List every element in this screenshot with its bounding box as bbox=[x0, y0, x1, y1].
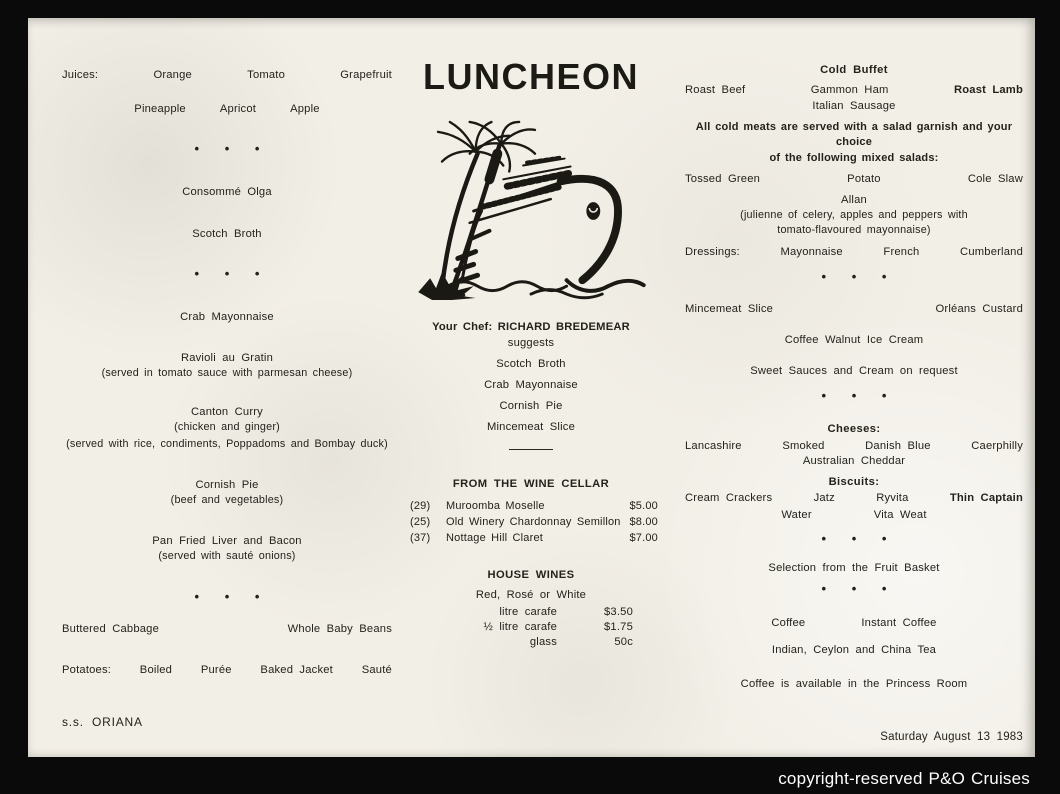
menu-item-crab-mayonnaise: Crab Mayonnaise bbox=[180, 311, 274, 323]
juice-item: Grapefruit bbox=[340, 69, 392, 81]
dressing-item: Cumberland bbox=[960, 246, 1023, 258]
sauces-note: Sweet Sauces and Cream on request bbox=[750, 365, 958, 377]
menu-item-canton-curry: Canton Curry bbox=[191, 406, 263, 418]
wine-row bbox=[410, 531, 658, 546]
juices-row-1 bbox=[62, 68, 392, 83]
wine-number: (25) bbox=[410, 516, 431, 528]
house-wine-label: litre carafe bbox=[499, 606, 557, 618]
dressing-item: Mayonnaise bbox=[780, 246, 843, 258]
meat-item: Roast Lamb bbox=[953, 84, 1023, 96]
cheese-item-cheddar: Australian Cheddar bbox=[802, 455, 906, 467]
coffee-item: Coffee bbox=[771, 617, 806, 629]
wine-price: $5.00 bbox=[629, 500, 658, 512]
wine-name: Nottage Hill Claret bbox=[446, 532, 544, 544]
wine-row bbox=[410, 499, 658, 514]
menu-item-ravioli: Ravioli au Gratin bbox=[180, 352, 274, 364]
separator-dots: • • • bbox=[821, 581, 887, 596]
copyright-notice: copyright-reserved P&O Cruises bbox=[778, 769, 1030, 788]
juices-row-2 bbox=[62, 102, 392, 117]
ship-illustration bbox=[411, 120, 651, 300]
wine-number: (37) bbox=[410, 532, 431, 544]
allan-note-2: tomato-flavoured mayonnaise) bbox=[777, 224, 931, 236]
cold-meats-row bbox=[685, 83, 1023, 98]
menu-item-cornish-pie: Cornish Pie bbox=[195, 479, 259, 491]
menu-item-curry-note2: (served with rice, condiments, Poppadoms and Bombay duck) bbox=[66, 438, 388, 450]
house-wine-row bbox=[400, 635, 662, 650]
juice-item: Pineapple bbox=[134, 103, 186, 115]
separator-dots: • • • bbox=[194, 589, 260, 604]
biscuit-item: Cream Crackers bbox=[685, 492, 773, 504]
biscuit-item: Ryvita bbox=[876, 492, 909, 504]
potato-item: Boiled bbox=[139, 664, 173, 676]
cheese-item: Caerphilly bbox=[971, 440, 1023, 452]
menu-item-curry-note1: (chicken and ginger) bbox=[174, 421, 280, 433]
house-wine-row bbox=[400, 620, 662, 635]
juices-label: Juices: bbox=[62, 69, 99, 81]
separator-dots: • • • bbox=[194, 141, 260, 156]
cold-buffet-heading: Cold Buffet bbox=[820, 64, 888, 76]
dressings-label: Dressings: bbox=[685, 246, 740, 258]
dessert-item: Mincemeat Slice bbox=[685, 303, 774, 315]
juice-item: Apricot bbox=[219, 103, 257, 115]
biscuits-row bbox=[685, 491, 1023, 506]
wine-price: $7.00 bbox=[629, 532, 658, 544]
house-wine-label: glass bbox=[529, 636, 557, 648]
potato-item: Purée bbox=[200, 664, 232, 676]
suggestion-item: Cornish Pie bbox=[499, 400, 563, 412]
potatoes-label: Potatoes: bbox=[62, 664, 112, 676]
juice-item: Apple bbox=[290, 103, 320, 115]
house-wine-price: $3.50 bbox=[604, 606, 633, 618]
meat-item: Roast Beef bbox=[685, 84, 746, 96]
potato-item: Sauté bbox=[361, 664, 392, 676]
biscuit-item: Vita Weat bbox=[873, 509, 927, 521]
biscuits-label: Biscuits: bbox=[828, 476, 880, 488]
right-panel bbox=[663, 18, 1035, 745]
menu-item-cornish-note: (beef and vegetables) bbox=[170, 494, 284, 506]
menu-item-consomme: Consommé Olga bbox=[182, 186, 272, 198]
menu-item-beans: Whole Baby Beans bbox=[287, 623, 392, 635]
divider bbox=[509, 449, 553, 450]
biscuit-item: Water bbox=[781, 509, 812, 521]
dressing-item: French bbox=[883, 246, 920, 258]
salad-note-2: of the following mixed salads: bbox=[769, 152, 939, 164]
menu-page bbox=[28, 18, 1035, 757]
separator-dots: • • • bbox=[194, 266, 260, 281]
allan-note-1: (julienne of celery, apples and peppers with bbox=[740, 209, 968, 221]
wine-name: Muroomba Moselle bbox=[446, 500, 545, 512]
salad-item: Tossed Green bbox=[685, 173, 761, 185]
center-panel bbox=[400, 18, 662, 650]
house-wine-label: ½ litre carafe bbox=[483, 621, 557, 633]
salad-item-allan: Allan bbox=[841, 194, 867, 206]
coffee-location-note: Coffee is available in the Princess Room bbox=[740, 678, 968, 690]
chef-suggests: suggests bbox=[507, 337, 555, 349]
meat-item: Gammon Ham bbox=[810, 84, 889, 96]
wine-price: $8.00 bbox=[629, 516, 658, 528]
salad-item: Potato bbox=[847, 173, 881, 185]
page-title: LUNCHEON bbox=[423, 56, 639, 97]
suggestion-item: Mincemeat Slice bbox=[486, 421, 576, 433]
wine-cellar-heading: FROM THE WINE CELLAR bbox=[452, 478, 610, 490]
potato-item: Baked Jacket bbox=[260, 664, 333, 676]
separator-dots: • • • bbox=[821, 531, 887, 546]
house-wine-row bbox=[400, 605, 662, 620]
menu-item-liver-note: (served with sauté onions) bbox=[158, 550, 296, 562]
wine-name: Old Winery Chardonnay Semillon bbox=[446, 516, 621, 528]
cheeses-label: Cheeses: bbox=[827, 423, 881, 435]
fruit-basket-note: Selection from the Fruit Basket bbox=[768, 562, 940, 574]
potatoes-row bbox=[62, 663, 392, 678]
wine-row bbox=[410, 515, 658, 530]
vegetables-row bbox=[62, 622, 392, 637]
menu-date: Saturday August 13 1983 bbox=[880, 731, 1023, 743]
suggestion-item: Scotch Broth bbox=[496, 358, 566, 370]
separator-dots: • • • bbox=[821, 388, 887, 403]
suggestion-item: Crab Mayonnaise bbox=[484, 379, 578, 391]
tea-note: Indian, Ceylon and China Tea bbox=[771, 644, 937, 656]
left-panel bbox=[46, 18, 402, 730]
house-wines-heading: HOUSE WINES bbox=[487, 569, 575, 581]
coffee-row bbox=[685, 616, 1023, 631]
biscuit-item: Jatz bbox=[813, 492, 835, 504]
cheese-item: Lancashire bbox=[685, 440, 742, 452]
coffee-item: Instant Coffee bbox=[861, 617, 937, 629]
wine-number: (29) bbox=[410, 500, 431, 512]
biscuits-row-2 bbox=[685, 508, 1023, 523]
house-wine-price: 50c bbox=[614, 636, 633, 648]
cheese-item: Smoked bbox=[782, 440, 825, 452]
salad-note-1: All cold meats are served with a salad garnish and your choice bbox=[695, 121, 1013, 148]
house-wines-subheading: Red, Rosé or White bbox=[475, 589, 587, 601]
dessert-item: Orléans Custard bbox=[935, 303, 1023, 315]
ship-name: s.s. ORIANA bbox=[62, 715, 143, 729]
menu-item-cabbage: Buttered Cabbage bbox=[62, 623, 160, 635]
biscuit-item: Thin Captain bbox=[949, 492, 1023, 504]
menu-item-liver-bacon: Pan Fried Liver and Bacon bbox=[152, 535, 302, 547]
menu-item-ravioli-note: (served in tomato sauce with parmesan cheese) bbox=[101, 367, 353, 379]
cheese-item: Danish Blue bbox=[865, 440, 931, 452]
juice-item: Orange bbox=[153, 69, 192, 81]
menu-item-scotch-broth: Scotch Broth bbox=[192, 228, 262, 240]
cheeses-row bbox=[685, 439, 1023, 454]
separator-dots: • • • bbox=[821, 269, 887, 284]
house-wine-price: $1.75 bbox=[604, 621, 633, 633]
salads-row bbox=[685, 172, 1023, 187]
juice-item: Tomato bbox=[247, 69, 286, 81]
meat-item-sausage: Italian Sausage bbox=[812, 100, 896, 112]
dressings-row bbox=[685, 245, 1023, 260]
desserts-row bbox=[685, 302, 1023, 317]
salad-item: Cole Slaw bbox=[967, 173, 1023, 185]
menu-item-ice-cream: Coffee Walnut Ice Cream bbox=[784, 334, 924, 346]
chef-line: Your Chef: RICHARD BREDEMEAR bbox=[432, 321, 630, 333]
